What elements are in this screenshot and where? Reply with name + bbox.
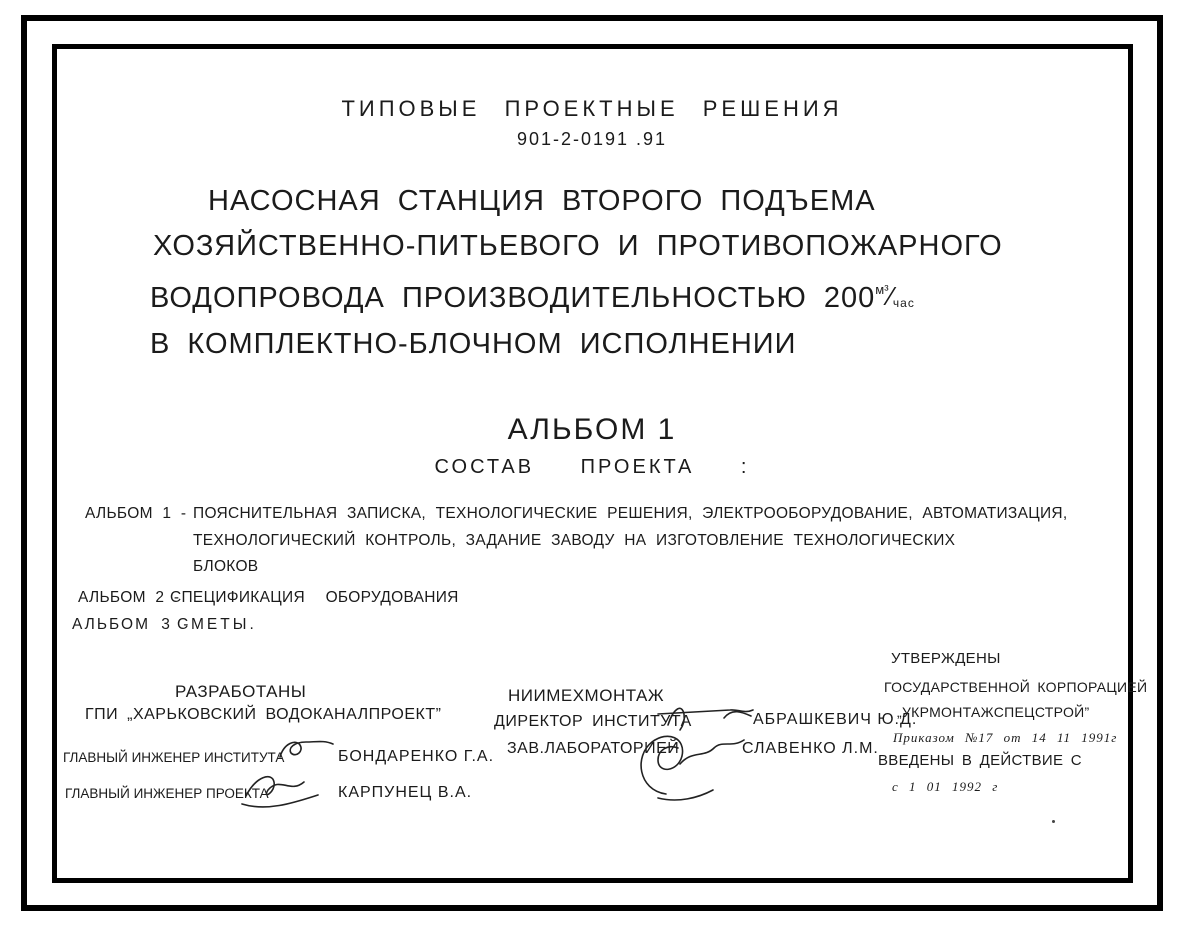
signature-slavenko xyxy=(628,728,753,808)
approved-organization-line2: „УКРМОНТАЖСПЕЦСТРОЙ” xyxy=(897,704,1090,720)
album3-label: АЛЬБОМ 3 - xyxy=(72,616,191,633)
series-code: 901-2-0191 .91 xyxy=(516,129,668,149)
album1-line-3: БЛОКОВ xyxy=(193,558,259,575)
series-title: ТИПОВЫЕ ПРОЕКТНЫЕ РЕШЕНИЯ xyxy=(341,96,843,121)
unit-slash: ⁄ xyxy=(888,281,893,311)
signature-bondarenko xyxy=(276,736,338,764)
director-name: АБРАШКЕВИЧ Ю.Д. xyxy=(753,711,918,728)
lab-head-role: ЗАВ.ЛАБОРАТОРИЕЙ xyxy=(507,740,680,757)
director-role: ДИРЕКТОР ИНСТИТУТА xyxy=(494,713,692,730)
album1-line-1: ПОЯСНИТЕЛЬНАЯ ЗАПИСКА, ТЕХНОЛОГИЧЕСКИЕ РЕШЕНИЯ, ЭЛЕКТРООБОРУДОВАНИЕ, АВТОМАТИЗАЦИЯ, xyxy=(193,505,1068,522)
chief-engineer-institute-role: ГЛАВНЫЙ ИНЖЕНЕР ИНСТИТУТА xyxy=(63,750,285,765)
album2-label: АЛЬБОМ 2 - xyxy=(78,589,180,606)
unit-numerator: м³ xyxy=(875,282,889,297)
main-title-line-3 xyxy=(150,282,915,315)
album-title: АЛЬБОМ 1 xyxy=(507,413,677,446)
chief-engineer-institute-name: БОНДАРЕНКО Г.А. xyxy=(338,748,495,765)
capacity-text: ВОДОПРОВОДА ПРОИЗВОДИТЕЛЬНОСТЬЮ 200 xyxy=(150,282,876,314)
chief-engineer-project-name: КАРПУНЕЦ В.А. xyxy=(338,784,473,801)
album2-line: СПЕЦИФИКАЦИЯ ОБОРУДОВАНИЯ xyxy=(170,589,459,606)
effective-line: ВВЕДЕНЫ В ДЕЙСТВИЕ С xyxy=(878,752,1082,769)
approval-order-line: Приказом №17 от 14 11 1991г xyxy=(893,730,1118,745)
ink-speck xyxy=(1052,820,1055,823)
main-title-line-1: НАСОСНАЯ СТАНЦИЯ ВТОРОГО ПОДЪЕМА xyxy=(208,185,876,217)
lab-head-name: СЛАВЕНКО Л.М. xyxy=(742,740,879,757)
unit-denominator: час xyxy=(892,296,915,310)
developed-heading: РАЗРАБОТАНЫ xyxy=(175,682,307,701)
signature-karpunets xyxy=(238,768,323,813)
album1-label: АЛЬБОМ 1 - xyxy=(85,505,187,522)
developed-organization: ГПИ „ХАРЬКОВСКИЙ ВОДОКАНАЛПРОЕКТ” xyxy=(85,706,442,723)
album3-line: СМЕТЫ. xyxy=(177,616,257,633)
chief-engineer-project-role: ГЛАВНЫЙ ИНЖЕНЕР ПРОЕКТА xyxy=(65,786,269,801)
approved-organization-line1: ГОСУДАРСТВЕННОЙ КОРПОРАЦИЕЙ xyxy=(884,679,1148,695)
album1-line-2: ТЕХНОЛОГИЧЕСКИЙ КОНТРОЛЬ, ЗАДАНИЕ ЗАВОДУ НА ИЗГОТОВЛЕНИЕ ТЕХНОЛОГИЧЕСКИХ xyxy=(193,532,956,549)
main-title-line-2: ХОЗЯЙСТВЕННО-ПИТЬЕВОГО И ПРОТИВОПОЖАРНОГО xyxy=(153,230,1003,262)
main-title-line-4: В КОМПЛЕКТНО-БЛОЧНОМ ИСПОЛНЕНИИ xyxy=(150,328,797,360)
composition-heading: СОСТАВ ПРОЕКТА : xyxy=(434,456,750,478)
effective-date: с 1 01 1992 г xyxy=(892,779,999,794)
institute-organization: НИИМЕХМОНТАЖ xyxy=(508,686,665,705)
approved-heading: УТВЕРЖДЕНЫ xyxy=(891,650,1001,667)
